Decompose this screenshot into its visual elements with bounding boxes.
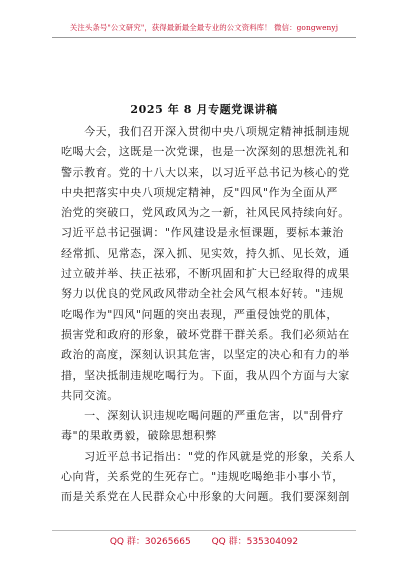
text-line: 毒"的果敢勇毅，破除思想积弊: [61, 429, 217, 443]
text-line: 而是关系党在人民群众心中形象的大问题。我们要深刻剖: [61, 490, 350, 504]
text-line: 中央把落实中央八项规定精神，反"四风"作为全面从严: [61, 185, 338, 199]
text-line: 共同交流。: [61, 388, 119, 402]
paragraph-section-one: [61, 447, 356, 508]
text-line: 吃喝大会，这既是一次党课，也是一次深刻的思想洗礼和: [61, 145, 350, 159]
section-heading: [61, 406, 351, 447]
text-line: 心向背，关系党的生死存亡。"违规吃喝绝非小事小节，: [61, 470, 344, 484]
text-line: 努力以优良的党风政风带动全社会风气根本好转。"违规: [61, 287, 344, 301]
header-divider: [52, 37, 356, 38]
footer-qq-group-2: QQ 群：535304092: [211, 537, 299, 547]
text-line: 过立破并举、扶正祛邪，不断巩固和扩大已经取得的成果: [61, 267, 350, 281]
text-line: 治党的突破口，党风政风为之一新，社风民风持续向好。: [61, 206, 350, 220]
text-line: 今天，我们召开深入贯彻中央八项规定精神抵制违规: [61, 125, 350, 138]
footer-divider: [52, 530, 356, 531]
footer: [0, 534, 408, 547]
text-line: 经常抓、见常态，深入抓、见实效，持久抓、见长效，通: [61, 246, 350, 260]
text-line: 损害党和政府的形象，破坏党群干群关系。我们必须站在: [61, 327, 350, 341]
text-line: 措，坚决抵制违规吃喝行为。下面，我从四个方面与大家: [61, 368, 350, 382]
text-line: 习近平总书记指出："党的作风就是党的形象，关系人: [61, 449, 356, 463]
header-banner: 关注头条号"公文研究"，获得最新最全最专业的公文资料库！ 微信：gongwenyj: [69, 23, 339, 32]
document-body: [61, 122, 356, 508]
text-line: 警示教育。党的十八大以来，以习近平总书记为核心的党: [61, 165, 350, 179]
paragraph-intro: [61, 122, 351, 406]
text-line: 吃喝作为"四风"问题的突出表现，严重侵蚀党的肌体，: [61, 307, 338, 321]
text-line: 政治的高度，深刻认识其危害，以坚定的决心和有力的举: [61, 348, 350, 362]
text-line: 一、深刻认识违规吃喝问题的严重危害，以"刮骨疗: [61, 409, 344, 423]
footer-qq-group-1: QQ 群：30265665: [109, 537, 191, 547]
page-title: 2025 年 8 月专题党课讲稿: [130, 103, 278, 116]
text-line: 习近平总书记强调："作风建设是永恒课题，要标本兼治: [61, 226, 344, 240]
